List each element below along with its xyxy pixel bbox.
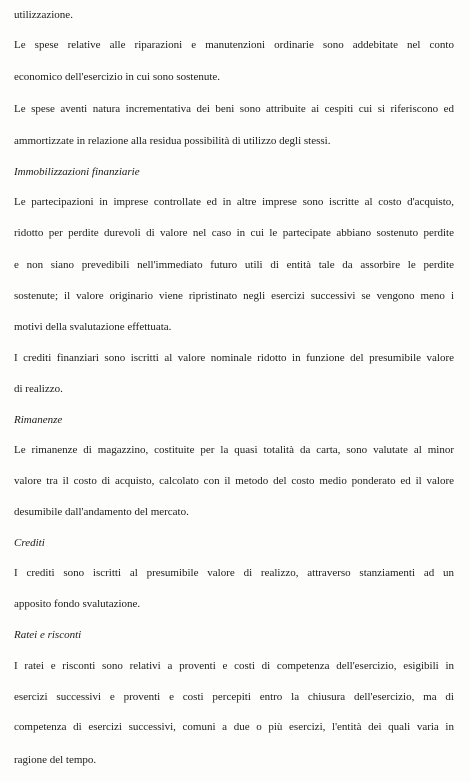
text-line: Le rimanenze di magazzino, costituite per la quasi totalità da carta, sono valutate al minor [14, 444, 454, 456]
section-heading: Rimanenze [14, 414, 63, 426]
text-line: utilizzazione. [14, 9, 73, 21]
text-line: competenza di esercizi successivi, comuni a due o più esercizi, l'entità dei quali varia in [14, 721, 454, 733]
text-line: ridotto per perdite durevoli di valore nel caso in cui le partecipate abbiano sostenuto perdite [14, 227, 454, 239]
text-line: sostenute; il valore originario viene ripristinato negli esercizi successivi se vengono meno i [14, 290, 454, 302]
text-line: e non siano prevedibili nell'immediato futuro utili di entità tale da assorbire le perdite [14, 259, 454, 271]
text-line: motivi della svalutazione effettuata. [14, 321, 172, 333]
section-heading: Immobilizzazioni finanziarie [14, 166, 140, 178]
section-heading: Crediti [14, 537, 45, 549]
text-line: I ratei e risconti sono relativi a proventi e costi di competenza dell'esercizio, esigibili in [14, 660, 454, 672]
text-line: ragione del tempo. [14, 754, 97, 766]
text-line: I crediti finanziari sono iscritti al valore nominale ridotto in funzione del presumibile valore [14, 352, 454, 364]
text-line: di realizzo. [14, 383, 63, 395]
text-line: apposito fondo svalutazione. [14, 598, 141, 610]
text-line: economico dell'esercizio in cui sono sostenute. [14, 71, 221, 83]
text-line: Le spese relative alle riparazioni e manutenzioni ordinarie sono addebitate nel conto [14, 39, 454, 51]
text-line: desumibile dall'andamento del mercato. [14, 506, 189, 518]
text-line: valore tra il costo di acquisto, calcolato con il metodo del costo medio ponderato ed il valore [14, 475, 454, 487]
text-line: Le spese aventi natura incrementativa dei beni sono attribuite ai cespiti cui si riferiscono ed [14, 103, 454, 115]
text-line: I crediti sono iscritti al presumibile valore di realizzo, attraverso stanziamenti ad un [14, 567, 454, 579]
section-heading: Ratei e risconti [14, 629, 82, 641]
text-line: esercizi successivi e proventi e costi percepiti entro la chiusura dell'esercizio, ma di [14, 691, 454, 703]
text-line: ammortizzate in relazione alla residua possibilità di utilizzo degli stessi. [14, 135, 331, 147]
text-line: Le partecipazioni in imprese controllate ed in altre imprese sono iscritte al costo d'acquisto, [14, 196, 454, 208]
